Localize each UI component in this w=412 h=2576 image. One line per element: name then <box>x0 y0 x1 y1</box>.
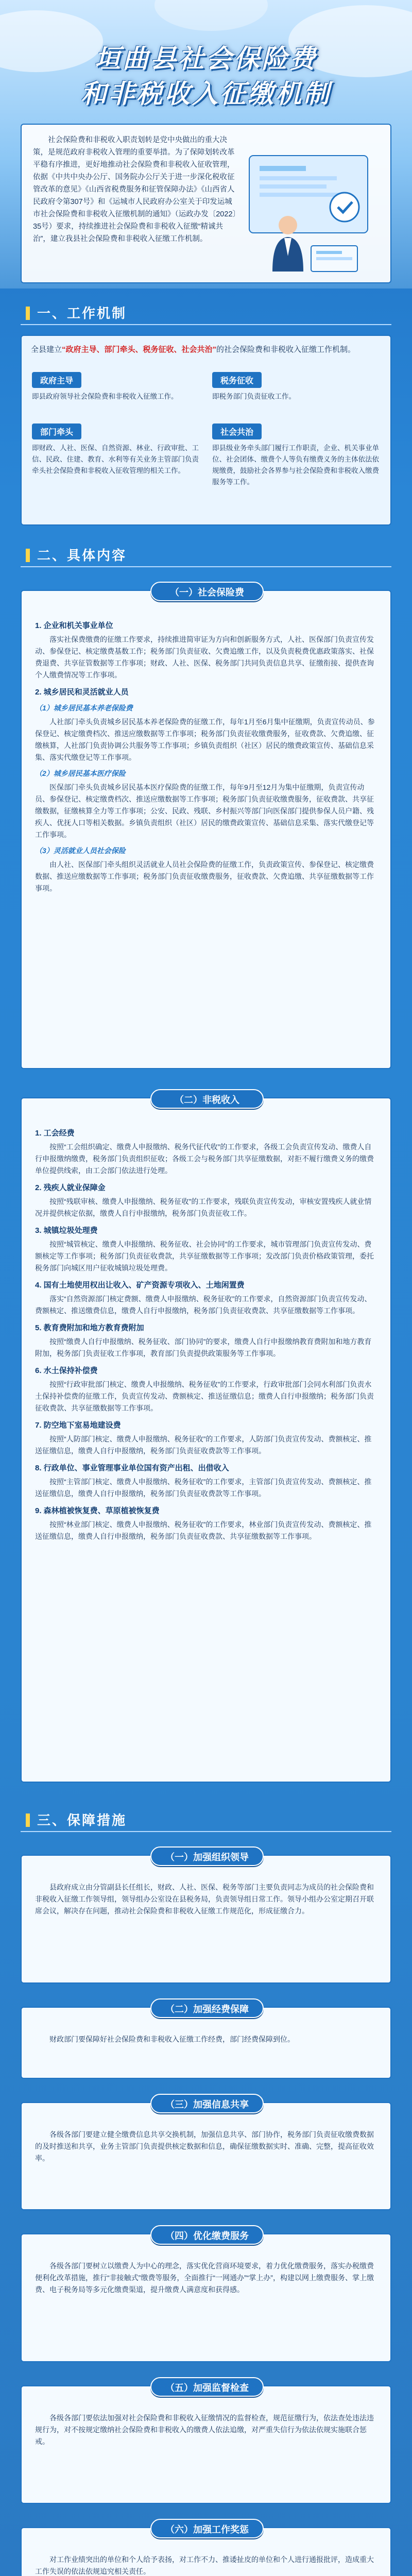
item-subheading: （2）城乡居民基本医疗保险 <box>35 769 126 777</box>
mechanism-tag: 政府主导 <box>32 372 81 388</box>
mechanism-body: 即县政府领导社会保险费和非税收入征缴工作。 <box>32 393 178 400</box>
measure-text: 各级各部门要依法加强对社会保险费和非税收入征缴情况的监督检查，规范征缴行为，依法查处违法违规行为，对不按规定缴纳社会保险费和非税收入的缴费人依法追缴，对严重失信行为依法依规实施联合惩戒。 <box>35 2414 374 2446</box>
mechanism-lead <box>22 336 390 363</box>
mechanism-lead-text: 全县建立 <box>31 345 62 354</box>
item-text: 按照“城管核定、缴费人申报缴纳、税务征收、社会协同”的工作要求，城市管理部门负责宣传发动、费额核定等工作事项；税务部门负责征收费款，共享征缴数据等工作事项；发改部门负责价格政策管理，委托税务部门向城区用户征收城镇垃圾处理费。 <box>35 1240 374 1272</box>
title-line-2: 和非税收入征缴机制 <box>81 78 331 109</box>
measure-pill: （五）加强监督检查 <box>150 2377 264 2397</box>
item-text: 人社部门牵头负责城乡居民基本养老保险费的征缴工作，每年1月至6月集中征缴期，负责宣传动员、参保登记、核定缴费档次、推送应缴数据等工作事项；税务部门负责征收缴费服务，征收费款、欠费追缴、征缴核算，人社部门负责协调公共服务等工作事项；乡镇负责组织（社区）居民的缴费政策宣传、基础信息采集、落实代缴登记等工作事项。 <box>35 718 375 761</box>
mechanism-cell-departments <box>32 423 202 477</box>
item-text: 按照“行政审批部门核定、缴费人申报缴纳、税务征收”的工作要求，行政审批部门会同水利部门负责水土保持补偿费的征缴工作，负责宣传发动、费额核定、推送征缴信息；缴费人自行申报缴纳；税务部门负责征收费款、共享征缴数据等工作事项。 <box>35 1380 374 1412</box>
item-heading: 6. 水土保持补偿费 <box>35 1366 98 1375</box>
item-text: 医保部门牵头负责城乡居民基本医疗保险费的征缴工作，每年9月至12月为集中征缴期，负责宣传动员、参保登记、核定缴费档次、推送应缴数据等工作事项；税务部门负责征收缴费服务，征收费款、共享征缴数据，征缴核算全力等工作事项；公安、民政、残联、乡村振兴等部门向医保部门提供参保人员户籍、残疾人、优抚人口等相关数据。乡镇负责组织（社区）居民的缴费政策宣传、基础信息采集、落实代缴登记等工作事项。 <box>35 783 374 839</box>
mechanism-tag: 税务征收 <box>212 372 262 388</box>
item-text: 按照“工会组织确定、缴费人申报缴纳、税务代征代收”的工作要求，各级工会负责宣传发动、缴费人自行申报缴纳缴费，税务部门负责组织征收；各级工会与税务部门共享征缴数据，对拒不履行缴费义务的缴费单位提供线索，由工会部门依法进行处理。 <box>35 1143 374 1175</box>
measure-pill: （二）加强经费保障 <box>150 1998 264 2018</box>
item-heading: 4. 国有土地使用权出让收入、矿产资源专项收入、土地闲置费 <box>35 1281 245 1290</box>
mechanism-slogan: “政府主导、部门牵头、税务征收、社会共治” <box>62 345 217 354</box>
mechanism-lead-text: 的社会保险费和非税收入征缴工作机制。 <box>216 345 356 354</box>
cloud-decoration <box>154 0 268 31</box>
mechanism-tag: 社会共治 <box>212 423 262 439</box>
intro-text: 社会保险费和非税收入职责划转是党中央做出的重大决策，是规范政府非税收入管理的重要举措。为了保障划转改革平稳有序推进，更好地推动社会保险费和非税收入征收管理，依据《中共中央办公厅、国务院办公厅关于进一步深化税收征管改革的意见》《山西省税费服务和征管保障办法》《山西省人民政府令第307号》和《运城市人民政府办公室关于印发运城市社会保险费和非税收入征缴机制的通知》（运政办发〔2022〕35号）要求，持续推进社会保险费和非税收入征缴“精诚共治”，建立我县社会保险费和非税收入征缴工作机制。 <box>33 136 236 243</box>
intro-box <box>21 124 391 283</box>
measure-card-supervision <box>21 2385 391 2504</box>
header-banner <box>0 0 412 289</box>
measure-card-service <box>21 2233 391 2362</box>
measure-card-info-sharing <box>21 2099 391 2210</box>
section-title-measures: 三、保障措施 <box>21 1808 391 1832</box>
item-text: 按照“林业部门核定、缴费人申报缴纳、税务征收”的工作要求，林业部门负责宣传发动、费额核定、推送征缴信息，缴费人自行申报缴纳，税务部门负责征收费款、共享征缴数据等工作事项。 <box>35 1520 372 1540</box>
social-insurance-card <box>21 587 391 1069</box>
item-heading: 3. 城镇垃圾处理费 <box>35 1226 98 1235</box>
item-heading: 2. 城乡居民和灵活就业人员 <box>35 688 129 697</box>
item-text: 按照“主管部门核定、缴费人申报缴纳、税务征收”的工作要求，主管部门负责宣传发动、费额核定、推送征缴信息，缴费人自行申报缴纳，税务部门负责征收费款等工作事项。 <box>35 1478 372 1498</box>
page-title <box>0 41 412 111</box>
item-heading: 5. 教育费附加和地方教育费附加 <box>35 1324 144 1332</box>
measure-card-rewards <box>21 2524 391 2576</box>
item-text: 落实社保费缴费的征缴工作要求，持续推进简审证为方向和创新服务方式，人社、医保部门负责宣传发动、参保登记、核定缴费基数工作；税务部门负责征收、欠费追缴工作，以及负责税费优惠政策落实、社保费退费、共享征管数据等工作事项；财政、人社、医保、税务部门共同负责信息共享、征缴衔接、提供查询个人缴费情况等工作事项。 <box>35 635 374 679</box>
item-heading: 1. 企业和机关事业单位 <box>35 621 113 630</box>
nontax-income-card <box>21 1097 391 1783</box>
measure-card-funding <box>21 2004 391 2079</box>
item-heading: 2. 残疾人就业保障金 <box>35 1183 106 1192</box>
item-text: 由人社、医保部门牵头组织灵活就业人员社会保险费的征缴工作，负责政策宣传、参保登记、核定缴费数据、推送应缴数据等工作事项；税务部门负责征收缴费服务，征收费款、欠费追缴、共享征缴数据等工作事项。 <box>35 860 374 892</box>
mechanism-cell-society <box>212 423 382 488</box>
item-text: 按照“缴费人自行申报缴纳、税务征收、部门协同”的要求，缴费人自行申报缴纳教育费附加和地方教育附加，税务部门负责征收工作事项，教育部门负责提供政策服务等工作事项。 <box>35 1337 372 1358</box>
item-text: 落实“自然资源部门核定费额、缴费人申报缴纳、税务征收”的工作要求，自然资源部门负责宣传发动、费额核定、推送缴费信息，缴费人自行申报缴纳，税务部门负责征收费款、共享征缴数据等工作事项。 <box>35 1295 372 1315</box>
measure-text: 财政部门要保障好社会保险费和非税收入征缴工作经费，部门经费保障到位。 <box>49 2035 295 2043</box>
title-line-1: 垣曲县社会保险费 <box>95 43 317 74</box>
item-subheading: （3）灵活就业人员社会保险 <box>35 846 126 855</box>
social-insurance-pill: （一）社会保险费 <box>150 582 264 601</box>
item-heading: 9. 森林植被恢复费、草原植被恢复费 <box>35 1506 160 1515</box>
item-heading: 7. 防空地下室易地建设费 <box>35 1421 121 1430</box>
measure-card-leadership <box>21 1852 391 1984</box>
mechanism-tag: 部门牵头 <box>32 423 81 439</box>
item-text: 按照“残联审核、缴费人申报缴纳、税务征收”的工作要求，残联负责宣传发动，审核安置残疾人就业情况并提供核定依据，缴费人自行申报缴纳，税务部门负责征收工作。 <box>35 1197 372 1217</box>
measure-text: 各级各部门要建立健全缴费信息共享交换机制，加强信息共享、部门协作，税务部门负责征收缴费数据的及时推送和共享，业务主管部门负责提供核定数据和信息，确保征缴数据实时、准确、完整，提高征收效率。 <box>35 2130 374 2162</box>
nontax-income-pill: （二）非税收入 <box>150 1089 264 1109</box>
mechanism-panel <box>21 335 391 526</box>
mechanism-cell-tax <box>212 372 382 402</box>
item-text: 按照“人防部门核定、缴费人申报缴纳、税务征收”的工作要求，人防部门负责宣传发动、费额核定、推送征缴信息，缴费人自行申报缴纳，税务部门负责征收费款等工作事项。 <box>35 1435 372 1455</box>
mechanism-body: 即财政、人社、医保、自然资源、林业、行政审批、工信、民政、住建、教育、水利等有关业务主管部门负责牵头社会保险费和非税收入征收管理的相关工作。 <box>32 444 199 474</box>
measure-pill: （六）加强工作奖惩 <box>150 2519 264 2538</box>
measure-text: 各级各部门要树立以缴费人为中心的理念，落实优化营商环境要求，着力优化缴费服务，落实办税缴费便利化改革措施，推行“非接触式”缴费等服务，全面推行“一网通办”“掌上办”，构建以网上缴费服务、掌上缴费、电子税务局等多元化缴费渠道，提升缴费人满意度和获得感。 <box>35 2262 374 2294</box>
mechanism-cell-government <box>32 372 202 402</box>
measure-pill: （四）优化缴费服务 <box>150 2225 264 2245</box>
section-title-content: 二、具体内容 <box>21 544 391 567</box>
item-heading: 1. 工会经费 <box>35 1129 75 1138</box>
measure-pill: （一）加强组织领导 <box>150 1846 264 1866</box>
measure-text: 对工作业绩突出的单位和个人给予表扬，对工作不力、推诿扯皮的单位和个人进行通报批评，造成重大工作失误的依法依规追究相关责任。 <box>35 2555 374 2575</box>
measure-pill: （三）加强信息共享 <box>150 2094 264 2113</box>
item-subheading: （1）城乡居民基本养老保险费 <box>35 704 133 712</box>
measure-text: 县政府成立由分管副县长任组长，财政、人社、医保、税务等部门主要负责同志为成员的社会保险费和非税收入征缴工作领导组，领导组办公室设在县税务局，负责领导组日常工作。领导小组办公室定期召开联席会议，解决存在问题，推动社会保险费和非税收入征缴工作规范化，形成征缴合力。 <box>35 1883 374 1915</box>
item-heading: 8. 行政单位、事业管理事业单位国有资产出租、出借收入 <box>35 1464 229 1472</box>
business-person-illustration <box>239 135 378 274</box>
section-title-mechanism: 一、工作机制 <box>21 301 391 325</box>
mechanism-body: 即县级业务牵头部门履行工作职责，企业、机关事业单位、社会团体、缴费个人等负有缴费义务的主体依法依规缴费，鼓励社会各界参与社会保险费和非税收入缴费服务等工作。 <box>212 444 379 486</box>
mechanism-body: 即税务部门负责征收工作。 <box>212 393 296 400</box>
